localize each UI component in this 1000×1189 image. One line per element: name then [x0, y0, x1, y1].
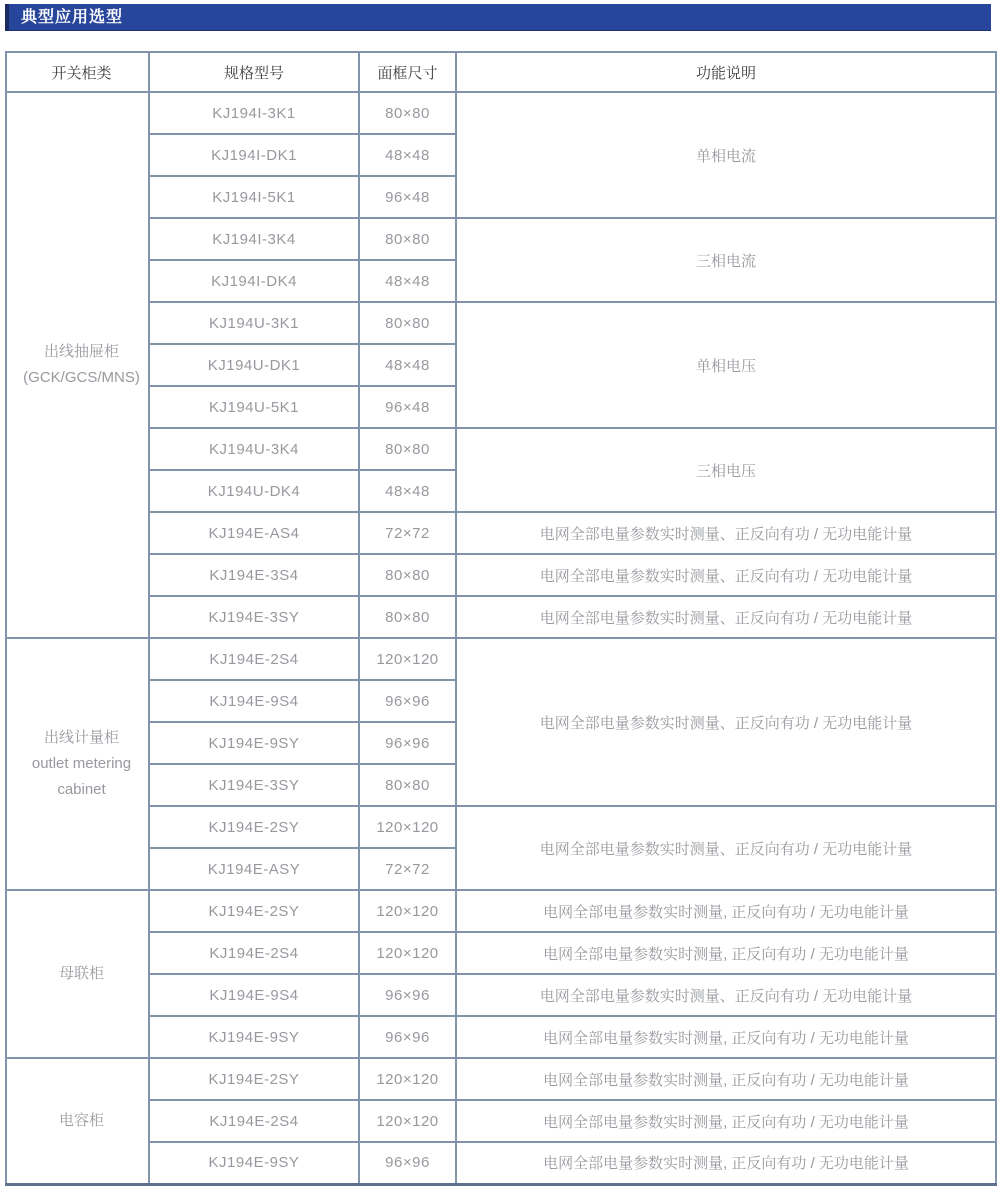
model-cell: KJ194E-2S4 — [149, 1100, 359, 1142]
column-header-function: 功能说明 — [456, 52, 996, 92]
function-description-cell: 电网全部电量参数实时测量、正反向有功 / 无功电能计量 — [456, 638, 996, 806]
model-cell: KJ194I-3K4 — [149, 218, 359, 260]
frame-size-cell: 80×80 — [359, 596, 456, 638]
function-description-cell: 电网全部电量参数实时测量、正反向有功 / 无功电能计量 — [456, 806, 996, 890]
model-cell: KJ194I-DK4 — [149, 260, 359, 302]
table-row — [6, 554, 996, 596]
frame-size-cell: 120×120 — [359, 1100, 456, 1142]
section-banner — [5, 4, 991, 31]
model-cell: KJ194E-3SY — [149, 596, 359, 638]
cabinet-type-cell — [6, 638, 149, 890]
model-cell: KJ194E-2SY — [149, 1058, 359, 1100]
function-description-cell: 电网全部电量参数实时测量、正反向有功 / 无功电能计量 — [456, 512, 996, 554]
column-header-frame-size: 面框尺寸 — [359, 52, 456, 92]
frame-size-cell: 120×120 — [359, 1058, 456, 1100]
frame-size-cell: 120×120 — [359, 890, 456, 932]
frame-size-cell: 48×48 — [359, 344, 456, 386]
model-cell: KJ194E-9S4 — [149, 974, 359, 1016]
frame-size-cell: 96×96 — [359, 722, 456, 764]
frame-size-cell: 120×120 — [359, 806, 456, 848]
function-description-cell: 电网全部电量参数实时测量, 正反向有功 / 无功电能计量 — [456, 1100, 996, 1142]
selection-table — [5, 51, 997, 1186]
model-cell: KJ194I-3K1 — [149, 92, 359, 134]
table-row — [6, 806, 996, 848]
model-cell: KJ194U-3K4 — [149, 428, 359, 470]
frame-size-cell: 96×96 — [359, 1016, 456, 1058]
function-description-cell: 电网全部电量参数实时测量, 正反向有功 / 无功电能计量 — [456, 1142, 996, 1184]
cabinet-type-line: cabinet — [57, 781, 106, 798]
model-cell: KJ194E-ASY — [149, 848, 359, 890]
frame-size-cell: 96×96 — [359, 680, 456, 722]
frame-size-cell: 96×48 — [359, 386, 456, 428]
model-cell: KJ194U-DK4 — [149, 470, 359, 512]
frame-size-cell: 80×80 — [359, 92, 456, 134]
table-row — [6, 512, 996, 554]
function-description-cell: 三相电流 — [456, 218, 996, 302]
frame-size-cell: 48×48 — [359, 134, 456, 176]
model-cell: KJ194E-2SY — [149, 890, 359, 932]
table-row — [6, 1142, 996, 1184]
model-cell: KJ194I-5K1 — [149, 176, 359, 218]
frame-size-cell: 72×72 — [359, 512, 456, 554]
frame-size-cell: 72×72 — [359, 848, 456, 890]
frame-size-cell: 120×120 — [359, 932, 456, 974]
table-row — [6, 596, 996, 638]
model-cell: KJ194U-DK1 — [149, 344, 359, 386]
frame-size-cell: 48×48 — [359, 470, 456, 512]
table-row — [6, 92, 996, 134]
function-description-cell: 三相电压 — [456, 428, 996, 512]
model-cell: KJ194E-9SY — [149, 1142, 359, 1184]
model-cell: KJ194U-5K1 — [149, 386, 359, 428]
frame-size-cell: 80×80 — [359, 764, 456, 806]
model-cell: KJ194U-3K1 — [149, 302, 359, 344]
cabinet-type-line: 电容柜 — [58, 1111, 104, 1129]
frame-size-cell: 80×80 — [359, 428, 456, 470]
function-description-cell: 单相电流 — [456, 92, 996, 218]
table-row — [6, 1100, 996, 1142]
cabinet-type-line: 出线抽屉柜 — [43, 343, 119, 360]
model-cell: KJ194E-9SY — [149, 1016, 359, 1058]
table-row — [6, 428, 996, 470]
table-header-row — [6, 52, 996, 92]
cabinet-type-cell — [6, 890, 149, 1058]
function-description-cell: 电网全部电量参数实时测量, 正反向有功 / 无功电能计量 — [456, 1016, 996, 1058]
frame-size-cell: 80×80 — [359, 302, 456, 344]
table-row — [6, 1058, 996, 1100]
function-description-cell: 电网全部电量参数实时测量、正反向有功 / 无功电能计量 — [456, 596, 996, 638]
table-row — [6, 932, 996, 974]
column-header-cabinet-type: 开关柜类 — [6, 52, 149, 92]
model-cell: KJ194E-2SY — [149, 806, 359, 848]
function-description-cell: 电网全部电量参数实时测量、正反向有功 / 无功电能计量 — [456, 554, 996, 596]
frame-size-cell: 96×96 — [359, 974, 456, 1016]
table-row — [6, 302, 996, 344]
section-title: 典型应用选型 — [21, 9, 124, 26]
frame-size-cell: 80×80 — [359, 218, 456, 260]
model-cell: KJ194E-3SY — [149, 764, 359, 806]
model-cell: KJ194E-AS4 — [149, 512, 359, 554]
cabinet-type-line: 母联柜 — [58, 965, 104, 982]
column-header-model: 规格型号 — [149, 52, 359, 92]
function-description-cell: 电网全部电量参数实时测量, 正反向有功 / 无功电能计量 — [456, 932, 996, 974]
function-description-cell: 单相电压 — [456, 302, 996, 428]
model-cell: KJ194E-3S4 — [149, 554, 359, 596]
function-description-cell: 电网全部电量参数实时测量, 正反向有功 / 无功电能计量 — [456, 890, 996, 932]
table-row — [6, 974, 996, 1016]
model-cell: KJ194E-9S4 — [149, 680, 359, 722]
table-row — [6, 890, 996, 932]
table-row — [6, 1016, 996, 1058]
function-description-cell: 电网全部电量参数实时测量, 正反向有功 / 无功电能计量 — [456, 1058, 996, 1100]
frame-size-cell: 80×80 — [359, 554, 456, 596]
cabinet-type-cell — [6, 1058, 149, 1184]
table-body — [6, 92, 996, 1184]
cabinet-type-line: (GCK/GCS/MNS) — [23, 369, 140, 386]
model-cell: KJ194E-2S4 — [149, 932, 359, 974]
frame-size-cell: 96×48 — [359, 176, 456, 218]
model-cell: KJ194E-2S4 — [149, 638, 359, 680]
frame-size-cell: 48×48 — [359, 260, 456, 302]
model-cell: KJ194E-9SY — [149, 722, 359, 764]
model-cell: KJ194I-DK1 — [149, 134, 359, 176]
cabinet-type-line: 出线计量柜 — [43, 729, 119, 746]
table-row — [6, 218, 996, 260]
cabinet-type-line: outlet metering — [31, 755, 132, 772]
frame-size-cell: 120×120 — [359, 638, 456, 680]
cabinet-type-cell — [6, 92, 149, 638]
table-row — [6, 638, 996, 680]
frame-size-cell: 96×96 — [359, 1142, 456, 1184]
function-description-cell: 电网全部电量参数实时测量、正反向有功 / 无功电能计量 — [456, 974, 996, 1016]
